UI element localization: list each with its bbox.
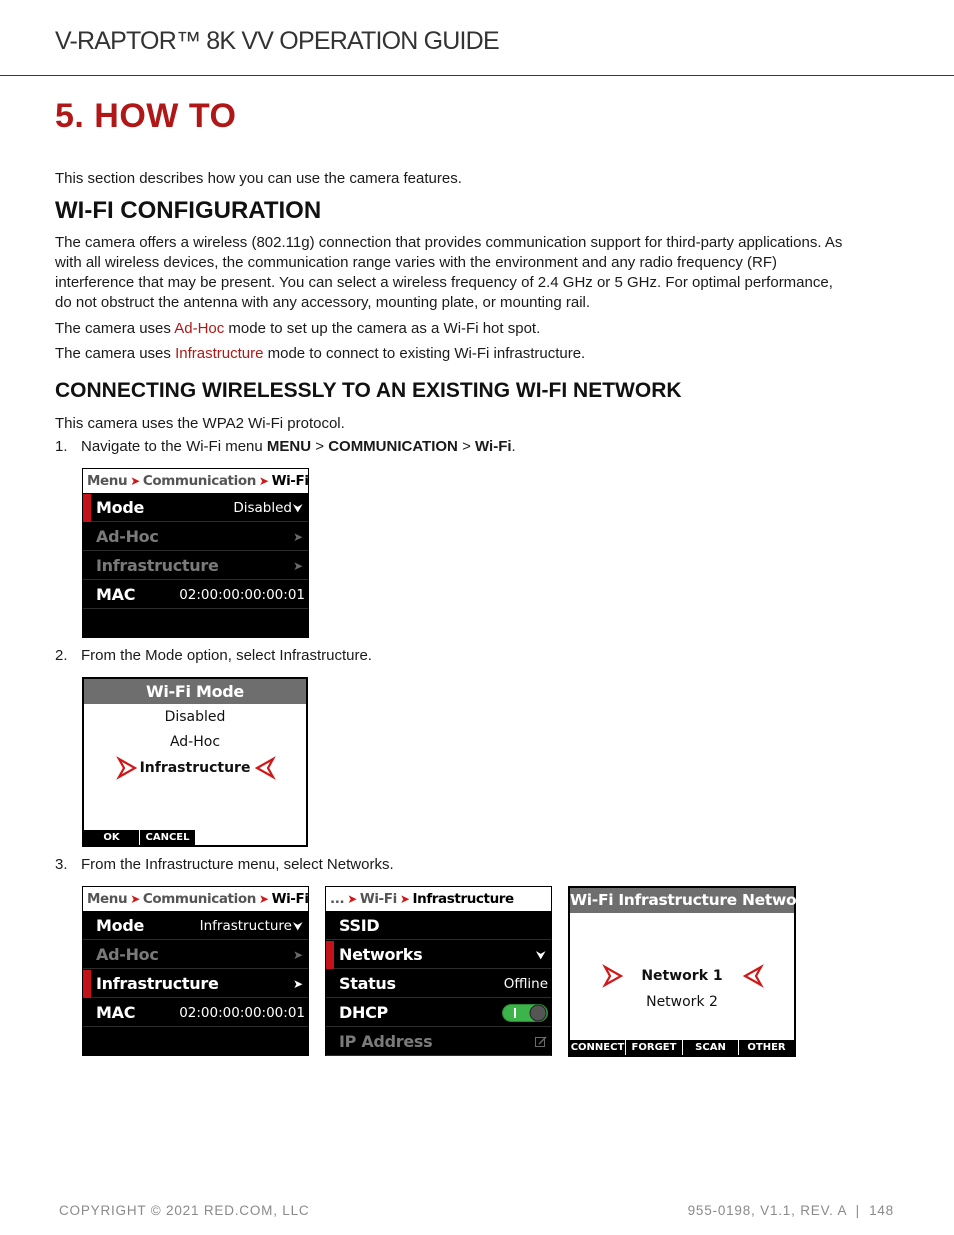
connecting-heading: CONNECTING WIRELESSLY TO AN EXISTING WI-FI NETWORK xyxy=(55,379,682,402)
row-value: 02:00:00:00:00:01 xyxy=(179,587,305,603)
select-arrow-icon xyxy=(743,965,763,987)
row-label: DHCP xyxy=(339,1003,388,1022)
infrastructure-networks-dialog xyxy=(568,886,823,1057)
menu-row-infrastructure[interactable] xyxy=(83,552,308,580)
infrastructure-sentence xyxy=(55,344,585,364)
paragraph-line: with all wireless devices, the communication range varies with the environment and any radio frequency (RF) xyxy=(55,254,777,271)
header-divider xyxy=(0,75,954,76)
caret-right-icon: ➤ xyxy=(292,530,303,544)
chevron-down-icon: ⮟ xyxy=(292,919,303,933)
crumb-wifi[interactable]: Wi-Fi xyxy=(359,891,397,907)
menu-row-ip-address[interactable] xyxy=(326,1028,551,1056)
menu-row-adhoc[interactable] xyxy=(83,523,308,551)
infrastructure-link[interactable]: Infrastructure xyxy=(175,345,264,362)
crumb-menu[interactable]: Menu xyxy=(87,891,128,907)
scan-softkey[interactable]: SCAN xyxy=(683,1040,739,1055)
adhoc-link[interactable]: Ad-Hoc xyxy=(174,320,225,337)
wifi-configuration-paragraph xyxy=(55,233,915,313)
menu-row-mode[interactable] xyxy=(83,912,308,940)
option-infrastructure[interactable]: Infrastructure xyxy=(139,760,251,776)
caret-right-icon: ➤ xyxy=(347,892,357,906)
menu-row-mode[interactable] xyxy=(83,494,308,522)
option-disabled[interactable]: Disabled xyxy=(164,709,226,725)
section-heading: 5. HOW TO xyxy=(55,97,237,135)
wifi-menu-screen xyxy=(82,468,309,638)
paragraph-line: The camera offers a wireless (802.11g) connection that provides communication support for third-party applications. As xyxy=(55,234,843,251)
forget-softkey[interactable]: FORGET xyxy=(626,1040,683,1055)
row-label: Status xyxy=(339,974,396,993)
footer-doc-info: 955-0198, V1.1, REV. A | 148 xyxy=(687,1203,894,1218)
crumb-communication[interactable]: Communication xyxy=(142,891,256,907)
menu-row-dhcp[interactable] xyxy=(326,999,551,1027)
breadcrumb xyxy=(326,887,551,911)
ok-softkey[interactable]: OK xyxy=(84,830,140,845)
infra-pre: The camera uses xyxy=(55,345,176,362)
select-arrow-icon xyxy=(255,757,275,779)
caret-right-icon: ➤ xyxy=(399,892,410,906)
row-label: Infrastructure xyxy=(96,556,219,575)
document-header-title: V-RAPTOR™ 8K VV OPERATION GUIDE xyxy=(55,27,499,55)
adhoc-post: mode to set up the camera as a Wi-Fi hot spot. xyxy=(224,320,541,337)
select-arrow-icon xyxy=(603,965,623,987)
menu-row-ssid[interactable] xyxy=(326,912,551,940)
crumb-infrastructure: Infrastructure xyxy=(412,891,514,907)
row-label: MAC xyxy=(96,1003,136,1022)
menu-row-mac xyxy=(83,999,308,1027)
row-label: Mode xyxy=(96,916,145,935)
toggle-switch-icon[interactable] xyxy=(502,1004,548,1022)
menu-row-networks[interactable] xyxy=(326,941,551,969)
row-value: Offline xyxy=(503,976,548,992)
infra-post: mode to connect to existing Wi-Fi infrastructure. xyxy=(263,345,586,362)
menu-path-wifi: Wi-Fi xyxy=(475,438,512,455)
row-label: Ad-Hoc xyxy=(96,527,159,546)
section-intro: This section describes how you can use the camera features. xyxy=(55,170,462,187)
selection-indicator xyxy=(326,941,334,969)
option-adhoc[interactable]: Ad-Hoc xyxy=(169,734,221,750)
chevron-down-icon: ⮟ xyxy=(292,501,303,515)
dialog-title: Wi-Fi Infrastructure Networks xyxy=(570,888,794,913)
network-2-option[interactable]: Network 2 xyxy=(646,994,718,1010)
chevron-down-icon: ⮟ xyxy=(535,948,546,962)
select-arrow-icon xyxy=(117,757,137,779)
row-label: Ad-Hoc xyxy=(96,945,159,964)
menu-row-mac xyxy=(83,581,308,609)
other-softkey[interactable]: OTHER xyxy=(739,1040,794,1055)
caret-right-icon: ➤ xyxy=(258,474,269,488)
protocol-note: This camera uses the WPA2 Wi-Fi protocol. xyxy=(55,415,345,432)
row-label: IP Address xyxy=(339,1032,433,1051)
selection-indicator xyxy=(83,494,91,522)
row-label: Mode xyxy=(96,498,145,517)
menu-path-menu: MENU xyxy=(266,438,312,455)
crumb-ellipsis[interactable]: ... xyxy=(330,891,345,907)
caret-right-icon: ➤ xyxy=(292,559,303,573)
caret-right-icon: ➤ xyxy=(130,474,140,488)
breadcrumb xyxy=(83,469,308,493)
footer-copyright: COPYRIGHT © 2021 RED.COM, LLC xyxy=(59,1203,310,1218)
crumb-menu[interactable]: Menu xyxy=(87,473,128,489)
adhoc-sentence xyxy=(55,319,540,339)
crumb-communication[interactable]: Communication xyxy=(142,473,256,489)
step-2 xyxy=(55,646,372,666)
step-end: . xyxy=(511,438,516,455)
row-value: Infrastructure xyxy=(199,918,292,934)
step-text: From the Mode option, select Infrastructure. xyxy=(81,647,372,664)
menu-row-infrastructure[interactable] xyxy=(83,970,308,998)
step-3 xyxy=(55,855,394,875)
row-label: Networks xyxy=(339,945,423,964)
step-number: 3. xyxy=(55,856,68,873)
caret-right-icon: ➤ xyxy=(292,948,303,962)
menu-row-status xyxy=(326,970,551,998)
caret-right-icon: ➤ xyxy=(130,892,140,906)
adhoc-pre: The camera uses xyxy=(55,320,175,337)
row-label: SSID xyxy=(339,916,380,935)
row-label: MAC xyxy=(96,585,136,604)
crumb-wifi: Wi-Fi xyxy=(271,891,309,907)
network-1-option[interactable]: Network 1 xyxy=(641,968,723,984)
infrastructure-menu-screen xyxy=(325,886,552,1056)
crumb-wifi: Wi-Fi xyxy=(271,473,309,489)
step-text: Navigate to the Wi-Fi menu xyxy=(81,438,267,455)
connect-softkey[interactable]: CONNECT xyxy=(570,1042,625,1053)
cancel-softkey[interactable]: CANCEL xyxy=(140,830,196,845)
caret-right-icon: ➤ xyxy=(292,977,303,991)
wifi-menu-screen-infrastructure xyxy=(82,886,309,1056)
dialog-title: Wi-Fi Mode xyxy=(84,679,306,704)
menu-path-communication: COMMUNICATION xyxy=(328,438,458,455)
caret-right-icon: ➤ xyxy=(258,892,269,906)
row-label: Infrastructure xyxy=(96,974,219,993)
row-value: Disabled xyxy=(233,500,292,516)
edit-icon xyxy=(535,1036,547,1048)
step-text: From the Infrastructure menu, select Networks. xyxy=(81,856,394,873)
paragraph-line: do not obstruct the antenna with any accessory, mounting plate, or mounting rail. xyxy=(55,294,591,311)
menu-path-sep: > xyxy=(311,438,329,455)
menu-path-sep: > xyxy=(457,438,476,455)
row-value: 02:00:00:00:00:01 xyxy=(179,1005,305,1021)
wifi-configuration-heading: WI-FI CONFIGURATION xyxy=(55,197,322,224)
menu-row-adhoc[interactable] xyxy=(83,941,308,969)
step-number: 2. xyxy=(55,647,68,664)
breadcrumb xyxy=(83,887,308,911)
step-1 xyxy=(55,437,516,457)
step-number: 1. xyxy=(55,438,68,455)
paragraph-line: interference that may be present. You can select a wireless frequency of 2.4 GHz or 5 GHz. For optimal performance, xyxy=(55,274,833,291)
wifi-mode-dialog xyxy=(82,677,308,847)
selection-indicator xyxy=(83,970,91,998)
